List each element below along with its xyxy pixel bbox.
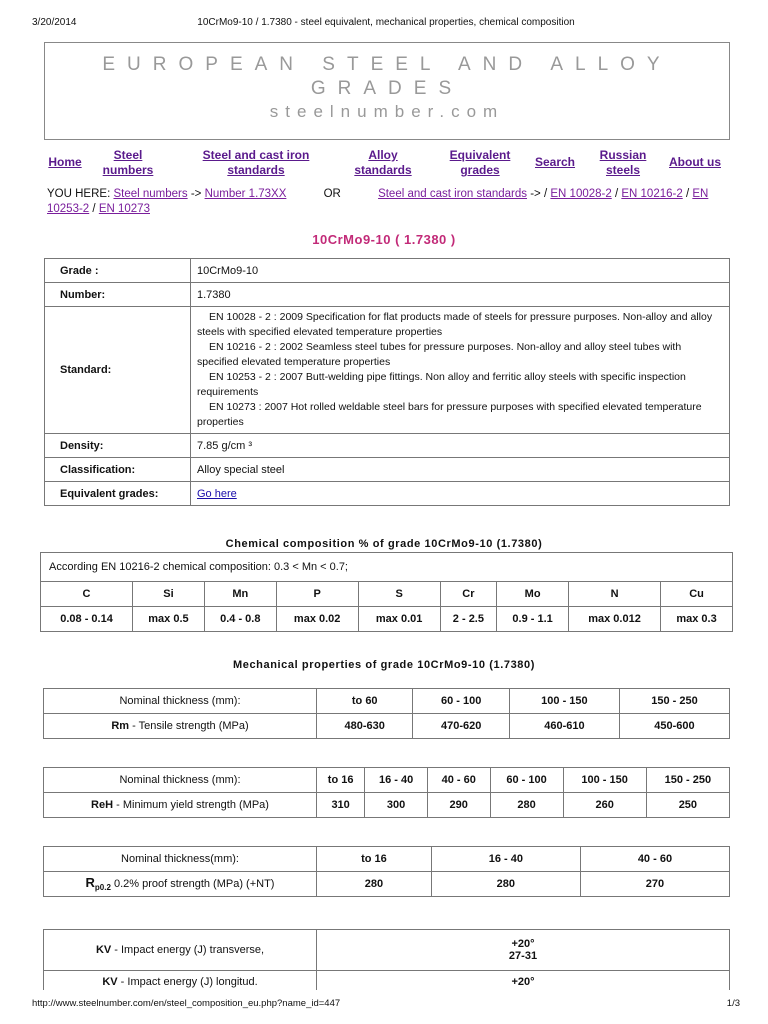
rp-range: 16 - 40 (431, 847, 580, 872)
kv-transverse-label: KV - Impact energy (J) transverse, (44, 930, 317, 971)
grade-title: 10CrMo9-10 ( 1.7380 ) (312, 232, 456, 247)
reh-range: to 16 (317, 768, 365, 793)
print-date: 3/20/2014 (32, 17, 77, 28)
element-cr: Cr (440, 582, 497, 607)
rm-range: to 60 (317, 689, 413, 714)
crumb-en10216[interactable]: EN 10216-2 (621, 188, 683, 200)
reh-value: 260 (563, 793, 646, 818)
reh-table (43, 767, 730, 818)
banner-line-2: GRADES (310, 78, 464, 99)
reh-label: ReH - Minimum yield strength (MPa) (44, 793, 317, 818)
nav-search[interactable]: Search (534, 155, 576, 169)
reh-value: 300 (365, 793, 428, 818)
rm-thickness-label: Nominal thickness (mm): (44, 689, 317, 714)
element-s: S (358, 582, 440, 607)
chem-table (40, 552, 733, 632)
element-n: N (569, 582, 661, 607)
density-label: Density: (45, 434, 191, 458)
mech-title: Mechanical properties of grade 10CrMo9-10 (1.7380) (232, 659, 536, 671)
chem-elements-row (41, 582, 733, 607)
rp-thickness-label: Nominal thickness(mm): (44, 847, 317, 872)
standard-label: Standard: (45, 307, 191, 434)
rm-table (43, 688, 730, 739)
reh-range: 150 - 250 (646, 768, 729, 793)
value-cr: 2 - 2.5 (440, 607, 497, 632)
crumb-number[interactable]: Number 1.73XX (204, 188, 287, 200)
standard-list (191, 307, 730, 434)
nav-home[interactable]: Home (48, 155, 82, 169)
element-p: P (276, 582, 358, 607)
nav-russian-steels[interactable]: Russian steels (599, 148, 647, 177)
print-url: http://www.steelnumber.com/en/steel_composition_eu.php?name_id=447 (32, 998, 341, 1009)
reh-value: 280 (490, 793, 563, 818)
value-c: 0.08 - 0.14 (41, 607, 133, 632)
nav-about-us[interactable]: About us (669, 155, 721, 169)
nav-alloy-standards[interactable]: Alloy standards (354, 148, 412, 177)
breadcrumb: YOU HERE: Steel numbers -> Number 1.73XX OR Steel and cast iron standards -> / EN 10028-2 / EN 10216-2 / EN 10253-2 / EN 10273 (47, 188, 709, 215)
rp-value: 280 (431, 872, 580, 897)
crumb-steel-numbers[interactable]: Steel numbers (113, 188, 188, 200)
main-nav (44, 148, 730, 180)
value-mn: 0.4 - 0.8 (204, 607, 276, 632)
rp-value: 270 (580, 872, 729, 897)
rp-value: 280 (317, 872, 432, 897)
rm-value: 460-610 (509, 714, 619, 739)
rm-range: 60 - 100 (413, 689, 509, 714)
kv-longitudinal-label: KV - Impact energy (J) longitud. (44, 971, 317, 1008)
rp-table (43, 846, 730, 897)
number-value: 1.7380 (191, 283, 730, 307)
element-cu: Cu (661, 582, 733, 607)
banner-line-3: steelnumber.com (269, 102, 505, 121)
rm-range: 100 - 150 (509, 689, 619, 714)
crumb-standards[interactable]: Steel and cast iron standards (378, 188, 528, 200)
element-mo: Mo (497, 582, 569, 607)
element-mn: Mn (204, 582, 276, 607)
reh-value: 290 (427, 793, 490, 818)
banner-line-1: EUROPEAN STEEL AND ALLOY (102, 54, 672, 75)
value-cu: max 0.3 (661, 607, 733, 632)
equivalent-label: Equivalent grades: (45, 482, 191, 506)
crumb-en10273[interactable]: EN 10273 (98, 203, 150, 215)
reh-value: 310 (317, 793, 365, 818)
rm-range: 150 - 250 (619, 689, 729, 714)
crumb-en10253[interactable]: EN 10253-2 (47, 188, 709, 215)
standard-item: EN 10253 - 2 : 2007 Butt-welding pipe fittings. Non alloy and ferritic alloy steels with specific inspection requirements (197, 371, 686, 398)
kv-transverse-value: +20° 27-31 (317, 930, 730, 971)
rm-value: 450-600 (619, 714, 729, 739)
print-header (32, 17, 740, 33)
number-label: Number: (45, 283, 191, 307)
crumb-en10028[interactable]: EN 10028-2 (550, 188, 612, 200)
reh-range: 60 - 100 (490, 768, 563, 793)
rp-range: 40 - 60 (580, 847, 729, 872)
grade-value: 10CrMo9-10 (191, 259, 730, 283)
value-p: max 0.02 (276, 607, 358, 632)
value-n: max 0.012 (569, 607, 661, 632)
standard-item: EN 10028 - 2 : 2009 Specification for flat products made of steels for pressure purposes. Non-alloy and alloy steels with specified elevated temperature properties (197, 311, 713, 338)
site-banner[interactable] (44, 42, 730, 140)
kv-longitudinal-value: +20° (317, 971, 730, 1008)
element-c: C (41, 582, 133, 607)
standard-item: EN 10273 : 2007 Hot rolled weldable steel bars for pressure purposes with specified elevated temperature properties (197, 401, 702, 428)
value-mo: 0.9 - 1.1 (497, 607, 569, 632)
nav-equivalent-grades[interactable]: Equivalent grades (449, 148, 511, 177)
reh-thickness-label: Nominal thickness (mm): (44, 768, 317, 793)
reh-range: 40 - 60 (427, 768, 490, 793)
grade-info-table (44, 258, 730, 506)
rm-label: Rm - Tensile strength (MPa) (44, 714, 317, 739)
reh-range: 100 - 150 (563, 768, 646, 793)
nav-steel-standards[interactable]: Steel and cast iron standards (202, 148, 310, 177)
chem-values-row (41, 607, 733, 632)
nav-steel-numbers[interactable]: Steel numbers (102, 148, 154, 177)
value-si: max 0.5 (133, 607, 205, 632)
element-si: Si (133, 582, 205, 607)
reh-value: 250 (646, 793, 729, 818)
chem-note: According EN 10216-2 chemical composition: 0.3 < Mn < 0.7; (41, 553, 733, 582)
print-page: 1/3 (726, 998, 740, 1009)
classification-value: Alloy special steel (191, 458, 730, 482)
equivalent-link[interactable]: Go here (197, 487, 237, 500)
classification-label: Classification: (45, 458, 191, 482)
print-title: 10CrMo9-10 / 1.7380 - steel equivalent, mechanical properties, chemical composition (197, 17, 575, 28)
standard-item: EN 10216 - 2 : 2002 Seamless steel tubes for pressure purposes. Non-alloy and alloy steel tubes with specified elevated temperature properties (197, 341, 682, 368)
rm-value: 480-630 (317, 714, 413, 739)
chem-title: Chemical composition % of grade 10CrMo9-10 (1.7380) (225, 538, 543, 550)
reh-range: 16 - 40 (365, 768, 428, 793)
rm-value: 470-620 (413, 714, 509, 739)
grade-label: Grade : (45, 259, 191, 283)
rp-label: $R_{p0.2}$ 0.2% proof strength (MPa) (+NT) (44, 872, 317, 897)
value-s: max 0.01 (358, 607, 440, 632)
rp-range: to 16 (317, 847, 432, 872)
density-value: 7.85 g/cm ³ (191, 434, 730, 458)
print-footer (32, 998, 740, 1012)
